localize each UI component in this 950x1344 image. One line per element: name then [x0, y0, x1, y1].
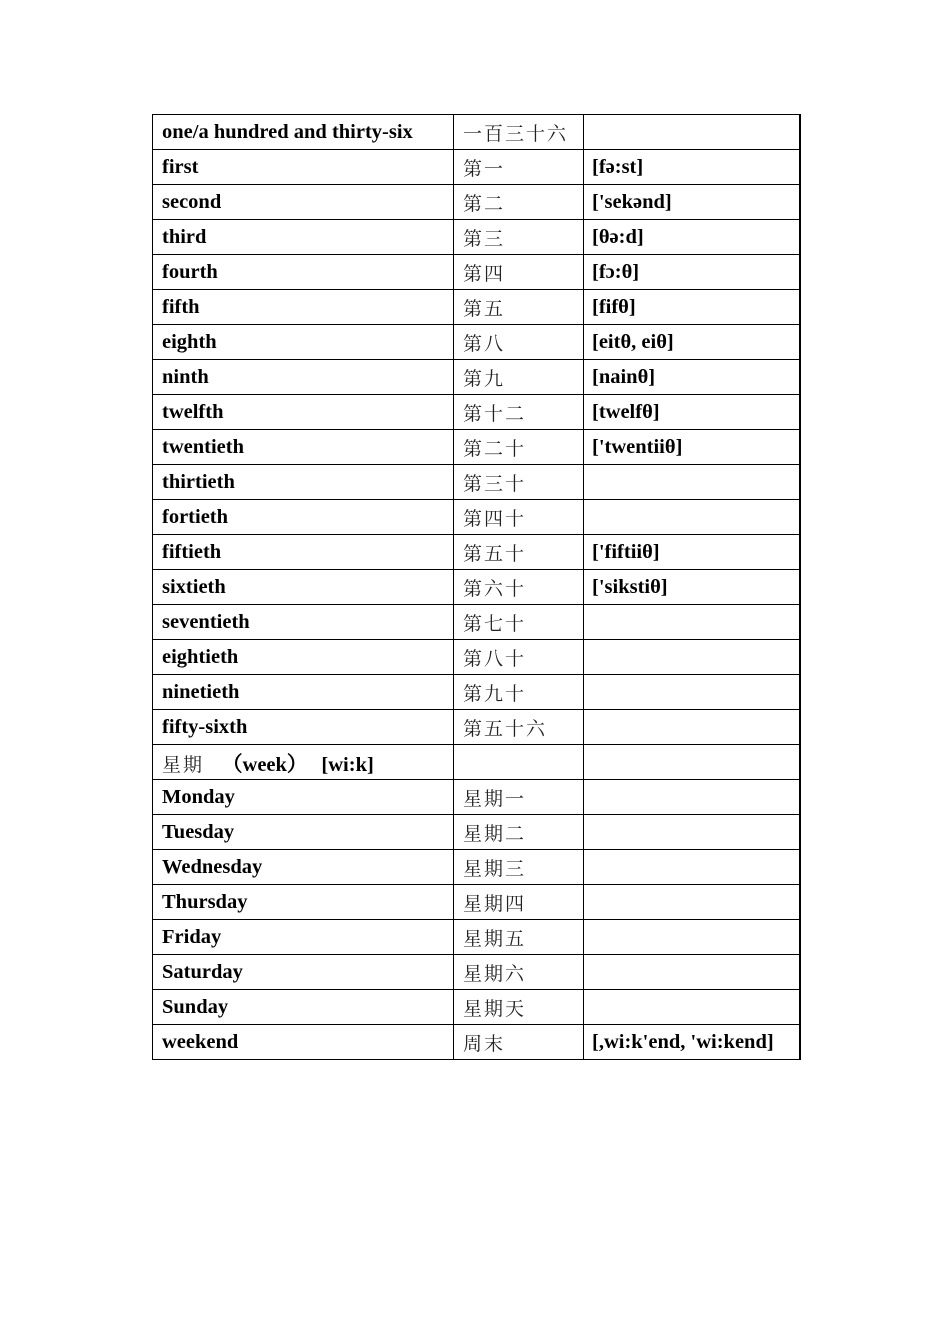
- english-word: Thursday: [153, 885, 454, 920]
- table-row: [153, 395, 800, 430]
- table-row: [153, 220, 800, 255]
- english-word: ninetieth: [153, 675, 454, 710]
- table-row: [153, 570, 800, 605]
- chinese-meaning: 第五十六: [454, 710, 584, 745]
- english-word: first: [153, 150, 454, 185]
- chinese-meaning: 星期六: [454, 955, 584, 990]
- phonetic: [584, 780, 800, 815]
- phonetic: [twelfθ]: [584, 395, 800, 430]
- table-row: [153, 780, 800, 815]
- chinese-meaning: 星期天: [454, 990, 584, 1025]
- english-word: fortieth: [153, 500, 454, 535]
- phonetic: [584, 500, 800, 535]
- english-word: fourth: [153, 255, 454, 290]
- chinese-meaning: 周末: [454, 1025, 584, 1060]
- table-row: [153, 500, 800, 535]
- week-section-header: [153, 745, 454, 780]
- chinese-meaning: 星期四: [454, 885, 584, 920]
- table-row: [153, 150, 800, 185]
- chinese-meaning: 第五: [454, 290, 584, 325]
- english-word: ninth: [153, 360, 454, 395]
- chinese-meaning: 第九十: [454, 675, 584, 710]
- phonetic: ['twentiiθ]: [584, 430, 800, 465]
- english-word: Saturday: [153, 955, 454, 990]
- phonetic: [fɔ:θ]: [584, 255, 800, 290]
- english-word: thirtieth: [153, 465, 454, 500]
- chinese-meaning: 第四: [454, 255, 584, 290]
- table-row: [153, 990, 800, 1025]
- empty-cell: [454, 745, 584, 780]
- chinese-meaning: 第九: [454, 360, 584, 395]
- english-word: second: [153, 185, 454, 220]
- chinese-meaning: 星期一: [454, 780, 584, 815]
- vocabulary-table: [152, 114, 801, 1060]
- chinese-meaning: 第五十: [454, 535, 584, 570]
- chinese-meaning: 第二: [454, 185, 584, 220]
- table-row: [153, 1025, 800, 1060]
- english-word: eighth: [153, 325, 454, 360]
- table-row: [153, 850, 800, 885]
- table-row: [153, 360, 800, 395]
- table-row: [153, 640, 800, 675]
- phonetic: [584, 815, 800, 850]
- phonetic: ['fiftiiθ]: [584, 535, 800, 570]
- english-word: twelfth: [153, 395, 454, 430]
- table-row: [153, 465, 800, 500]
- english-word: Wednesday: [153, 850, 454, 885]
- english-word: fifty-sixth: [153, 710, 454, 745]
- phonetic: [584, 710, 800, 745]
- phonetic: [584, 990, 800, 1025]
- table-row: [153, 955, 800, 990]
- english-word: sixtieth: [153, 570, 454, 605]
- chinese-meaning: 第一: [454, 150, 584, 185]
- english-word: twentieth: [153, 430, 454, 465]
- phonetic: [584, 920, 800, 955]
- chinese-meaning: 第七十: [454, 605, 584, 640]
- english-word: one/a hundred and thirty-six: [153, 115, 454, 150]
- week-header-chinese: 星期: [162, 754, 205, 776]
- english-word: Friday: [153, 920, 454, 955]
- table-row: [153, 185, 800, 220]
- english-word: Tuesday: [153, 815, 454, 850]
- table-row: [153, 675, 800, 710]
- table-row: [153, 290, 800, 325]
- table-row: [153, 710, 800, 745]
- table-row: [153, 920, 800, 955]
- table-row: [153, 115, 800, 150]
- table-row: [153, 255, 800, 290]
- chinese-meaning: 第八: [454, 325, 584, 360]
- table-row: [153, 430, 800, 465]
- table-row: [153, 815, 800, 850]
- phonetic: [θə:d]: [584, 220, 800, 255]
- phonetic: [584, 115, 800, 150]
- phonetic: [584, 850, 800, 885]
- phonetic: [584, 640, 800, 675]
- english-word: weekend: [153, 1025, 454, 1060]
- phonetic: ['sikstiθ]: [584, 570, 800, 605]
- english-word: fiftieth: [153, 535, 454, 570]
- week-section-row: [153, 745, 800, 780]
- phonetic: [584, 955, 800, 990]
- chinese-meaning: 第三十: [454, 465, 584, 500]
- phonetic: [fifθ]: [584, 290, 800, 325]
- table-row: [153, 885, 800, 920]
- english-word: Monday: [153, 780, 454, 815]
- english-word: Sunday: [153, 990, 454, 1025]
- table-row: [153, 325, 800, 360]
- chinese-meaning: 第二十: [454, 430, 584, 465]
- english-word: third: [153, 220, 454, 255]
- chinese-meaning: 第三: [454, 220, 584, 255]
- phonetic: ['sekənd]: [584, 185, 800, 220]
- week-header-phonetic: [wi:k]: [321, 754, 374, 776]
- table-row: [153, 605, 800, 640]
- phonetic: [584, 885, 800, 920]
- phonetic: [584, 605, 800, 640]
- week-header-english: （week）: [222, 754, 308, 776]
- table-row: [153, 535, 800, 570]
- chinese-meaning: 一百三十六: [454, 115, 584, 150]
- chinese-meaning: 第八十: [454, 640, 584, 675]
- chinese-meaning: 第六十: [454, 570, 584, 605]
- chinese-meaning: 星期五: [454, 920, 584, 955]
- phonetic: [eitθ, eiθ]: [584, 325, 800, 360]
- chinese-meaning: 星期三: [454, 850, 584, 885]
- english-word: seventieth: [153, 605, 454, 640]
- english-word: eightieth: [153, 640, 454, 675]
- phonetic: [nainθ]: [584, 360, 800, 395]
- empty-cell: [584, 745, 800, 780]
- english-word: fifth: [153, 290, 454, 325]
- phonetic: [584, 465, 800, 500]
- chinese-meaning: 第十二: [454, 395, 584, 430]
- phonetic: [fə:st]: [584, 150, 800, 185]
- phonetic: [,wi:k'end, 'wi:kend]: [584, 1025, 800, 1060]
- chinese-meaning: 第四十: [454, 500, 584, 535]
- phonetic: [584, 675, 800, 710]
- chinese-meaning: 星期二: [454, 815, 584, 850]
